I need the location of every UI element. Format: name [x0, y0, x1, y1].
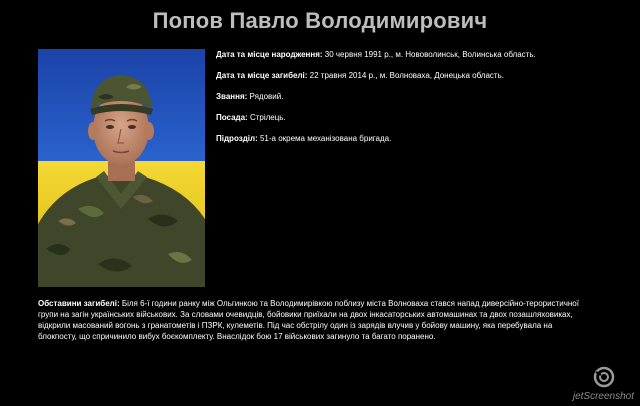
position-info	[216, 112, 536, 123]
unit-info	[216, 133, 536, 144]
fact-value: 51-а окрема механізована бригада.	[257, 134, 392, 143]
circumstances-label: Обставини загибелі:	[38, 299, 120, 308]
portrait-image	[38, 49, 205, 287]
circumstances-text: Біля 6-ї години ранку між Ольгинкою та Володимирівкою поблизу міста Волноваха стався напад диверсійно-терористичної групи на загін українських військових. За словами очевидців, бойовики приїхали на двох інкасаторських автомашинах та двох позашляховиках, відкрили масований вогонь з гранатометів і ПЗРК, кулеметів. Під час обстрілу один із зарядів влучив у бойову машину, яка перебувала на блокпосту, що спричинило вибух боєкомплекту. Внаслідок бою 17 військових загинуло та багато поранено.	[38, 299, 579, 341]
watermark	[574, 366, 634, 402]
death-circumstances	[38, 298, 583, 342]
rank-info	[216, 91, 536, 102]
fact-label: Дата та місце народження:	[216, 50, 323, 59]
page-title: Попов Павло Володимирович	[152, 8, 488, 33]
fact-label: Дата та місце загибелі:	[216, 71, 308, 80]
fact-value: Стрілець.	[247, 113, 286, 122]
fact-value: Рядовий.	[247, 92, 284, 101]
fact-label: Звання:	[216, 92, 248, 101]
watermark-text: jetScreenshot	[572, 391, 634, 402]
death-info	[216, 70, 536, 81]
biography-facts	[216, 49, 536, 154]
fact-value: 30 червня 1991 р., м. Нововолинськ, Волинська область.	[322, 50, 536, 59]
birth-info	[216, 49, 536, 60]
fact-value: 22 травня 2014 р., м. Волноваха, Донецька область.	[307, 71, 504, 80]
fact-label: Підрозділ:	[216, 134, 258, 143]
fact-label: Посада:	[216, 113, 248, 122]
soldier-portrait	[38, 49, 205, 287]
camera-lens-icon	[592, 366, 616, 388]
